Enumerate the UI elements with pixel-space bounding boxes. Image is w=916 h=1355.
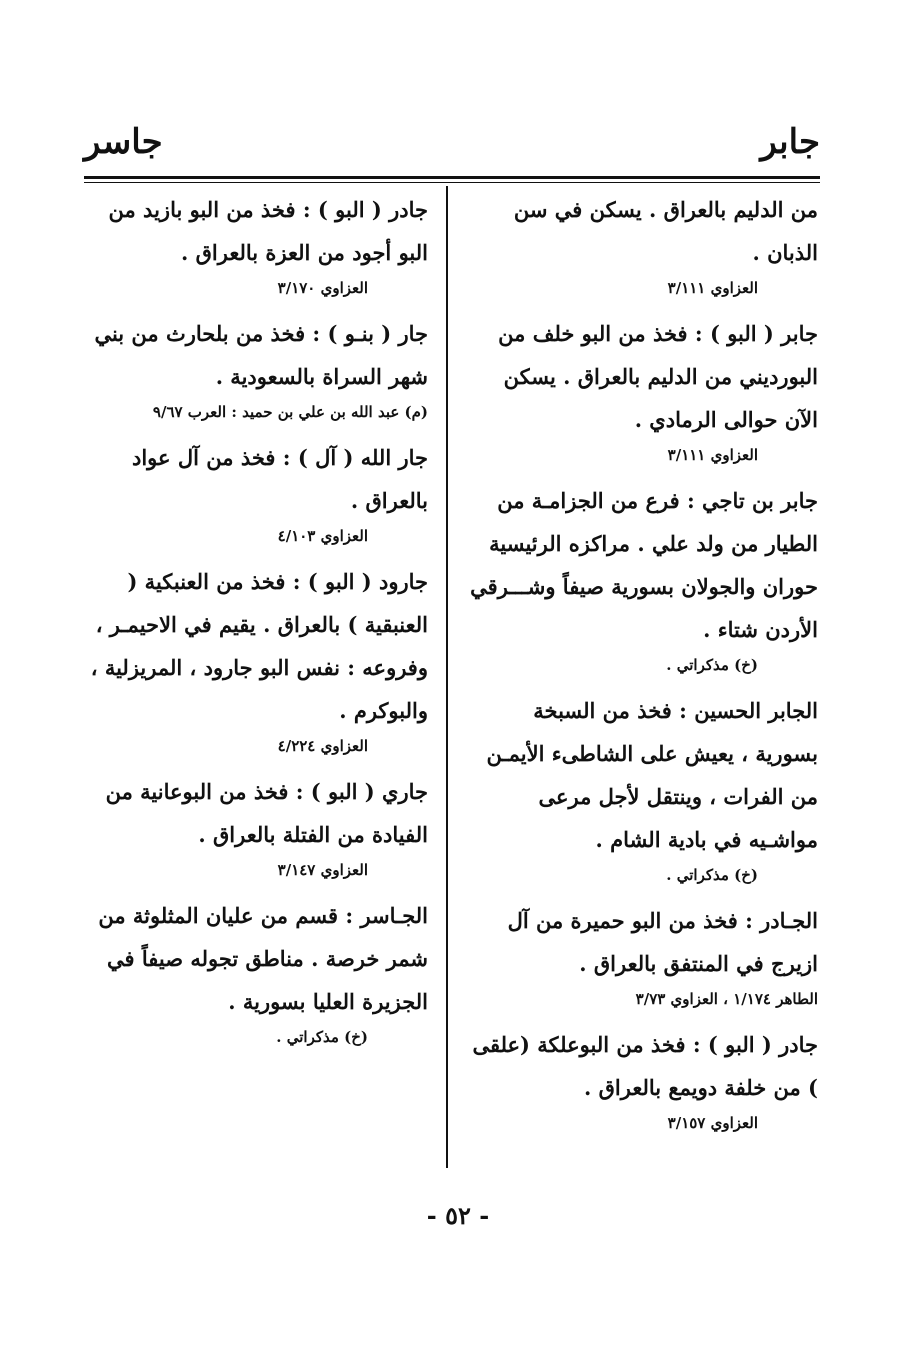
left-column [78, 186, 428, 1059]
dictionary-entry [78, 892, 428, 1051]
dictionary-entry [470, 477, 818, 679]
entry-source: (م) عبد الله بن علي بن حميد : العرب ٩/٦٧ [152, 403, 428, 421]
entry-source: (خ) مذكراتي . [666, 866, 758, 884]
entry-source: (خ) مذكراتي . [666, 656, 758, 674]
right-column [470, 186, 818, 1145]
entry-text: الجابر الحسين : فخذ من السبخة بسورية ، يعيش على الشاطىء الأيمـن من الفرات ، وينتقل لأجل مرعى مواشـيه في بادية الشام . [486, 698, 818, 852]
dictionary-entry [470, 897, 818, 1013]
entry-text: الجـاسر : قسم من عليان المثلوثة من شمر خرصة . مناطق تجوله صيفاً في الجزيرة العليا بسورية . [98, 903, 428, 1014]
entry-text: جابر ( البو ) : فخذ من البو خلف من البورديني من الدليم بالعراق . يسكن الآن حوالى الرمادي . [498, 321, 818, 432]
dictionary-entry [78, 310, 428, 426]
dictionary-entry [78, 558, 428, 760]
entry-source: العزاوي ٣/١٧٠ [277, 279, 368, 297]
page-number: - ٥٢ - [426, 1201, 490, 1230]
entry-text: جادر ( البو ) : فخذ من البو بازيد من البو أجود من العزة بالعراق . [108, 197, 428, 265]
dictionary-entry [78, 434, 428, 550]
header-guide-word-right: جابر [760, 122, 820, 162]
header-rule-thick [84, 176, 820, 179]
entry-text: جادر ( البو ) : فخذ من البوعلكة (علقى ) من خلفة دويمع بالعراق . [472, 1032, 818, 1100]
header-rule-thin [84, 182, 820, 183]
dictionary-entry [470, 186, 818, 302]
entry-text: جارود ( البو ) : فخذ من العنبكية ( العنبقية ) بالعراق . يقيم في الاحيمـر ، وفروعه : نفس البو جارود ، المريزلية ، والبوكرم . [90, 569, 428, 723]
entry-text: جاري ( البو ) : فخذ من البوعانية من الفيادة من الفتلة بالعراق . [105, 779, 428, 847]
dictionary-entry [78, 186, 428, 302]
dictionary-entry [470, 310, 818, 469]
entry-text: جار الله ( آل ) : فخذ من آل عواد بالعراق . [132, 445, 428, 513]
entry-source: العزاوي ٣/١٤٧ [277, 861, 368, 879]
entry-source: العزاوي ٤/٢٢٤ [277, 737, 368, 755]
entry-source: العزاوي ٣/١١١ [667, 279, 758, 297]
entry-text: جابر بن تاجي : فرع من الجزامـة من الطيار من ولد علي . مراكزه الرئيسية حوران والجولان بسورية صيفاً وشـــرقي الأردن شتاء . [470, 488, 818, 642]
entry-source: (خ) مذكراتي . [276, 1028, 368, 1046]
dictionary-entry [470, 687, 818, 889]
entry-source: العزاوي ٤/١٠٣ [277, 527, 368, 545]
header-guide-word-left: جاسر [84, 122, 163, 162]
entry-source: العزاوي ٣/١٥٧ [667, 1114, 758, 1132]
entry-text: الجـادر : فخذ من البو حميرة من آل ازيرج في المنتفق بالعراق . [507, 908, 818, 976]
dictionary-entry [470, 1021, 818, 1137]
entry-text: من الدليم بالعراق . يسكن في سن الذبان . [513, 197, 818, 265]
entry-text: جار ( بنـو ) : فخذ من بلحارث من بني شهر السراة بالسعودية . [94, 321, 428, 389]
column-divider [446, 186, 448, 1168]
entry-source: الطاهر ١/١٧٤ ، العزاوي ٣/٧٣ [635, 990, 818, 1008]
dictionary-entry [78, 768, 428, 884]
entry-source: العزاوي ٣/١١١ [667, 446, 758, 464]
